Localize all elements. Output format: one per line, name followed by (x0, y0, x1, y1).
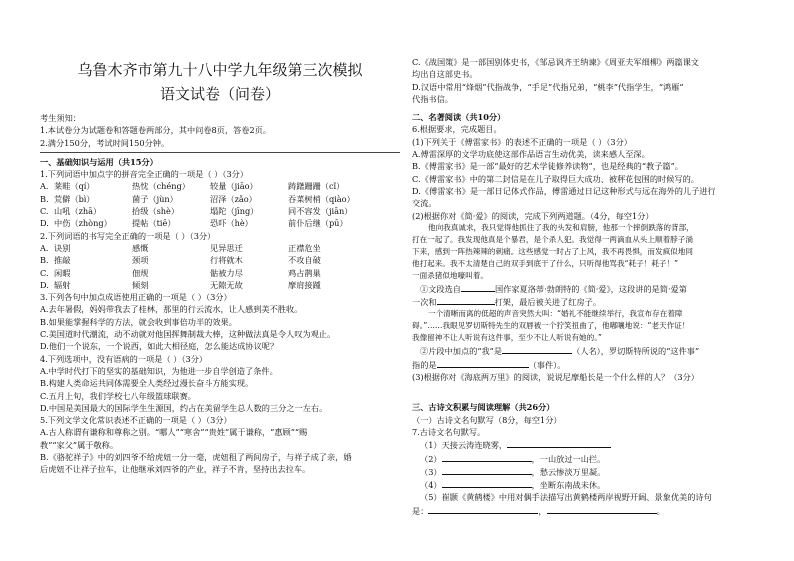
option-word: 较量（jiāo） (210, 181, 258, 192)
poem-line-5-prefix: 是： (412, 505, 429, 516)
option-word: 荒僻（bì） (54, 193, 95, 204)
option-word: 不攻自破 (288, 255, 321, 266)
option-word: 菌子（jùn） (132, 193, 178, 204)
option-word: 辐射 (54, 279, 71, 290)
q2-stem: 2.下列词语的书写完全正确的一项是（ ）（3分） (40, 230, 216, 241)
passage-line: 下来，感到一阵热辣辣的刺痛。这些感觉一时占了上风，我不再畏惧，而发疯似地同 (412, 246, 693, 256)
q5-option-b-cont: 后虎妞不让祥子拉车，让他继承刘四爷的产业，祥子不肯，坚持出去拉车。 (40, 464, 311, 475)
option-word: 提帖（tiē） (132, 218, 176, 229)
answer-blank[interactable] (437, 358, 529, 368)
poem-line-suffix: ，一山放过一山拦。 (531, 453, 606, 464)
option-word: 见异思迁 (210, 242, 243, 253)
passage-line: 我像留神不让人听说有这件事，至少不让人听说有她的。” (412, 333, 602, 343)
option-word: 诀别 (54, 242, 71, 253)
q6-sub1-c: C.《傅雷家书》中的第二封信是在儿子取得巨大成功、被秤花包围的时候写的。 (412, 173, 699, 184)
blank-1-prefix: ①文段选自 (420, 283, 461, 294)
option-word: 吞菜树梢（qiào） (288, 193, 355, 204)
answer-blank[interactable] (442, 452, 532, 462)
q6-stem: 6.根据要求，完成题目。 (412, 124, 502, 135)
option-word: 颈项 (132, 255, 149, 266)
q2-option-row (40, 254, 400, 266)
q1-option-row (40, 193, 400, 205)
poem-line-4 (412, 478, 768, 491)
option-word: 推敲 (54, 255, 71, 266)
option-word: 同不容发（jiān） (288, 206, 353, 217)
poem-line-suffix: ，愁云惨淡万里凝。 (531, 466, 606, 477)
answer-blank[interactable] (428, 504, 538, 514)
blank-1-line (412, 282, 768, 295)
q7-stem: 7.古诗文名句默写。 (412, 426, 486, 437)
poem-line-suffix: ，坐断东南战未休。 (531, 480, 606, 491)
q3-stem: 3.下列各句中加点成语使用正确的一项是（ ）（3分） (40, 292, 232, 303)
q3-option-a: A.去年暑假，妈妈带我去了桂林，那里的行云流水，让人感到美不胜收。 (40, 304, 303, 315)
option-word: 骷被力尽 (210, 267, 243, 278)
q3-option-d: D.他们一个说东，一个说西，如此大相径庭，怎么能达成协议呢？ (40, 341, 279, 352)
option-word: 行将就木 (210, 255, 243, 266)
passage-line: 一面杀猪似地嚎叫着。 (412, 270, 488, 280)
option-word: 闲暇 (54, 267, 71, 278)
q3-option-c: C.美国道时代潮流，动不动就对他国挥舞制裁大棒，这种做法真是令人叹为观止。 (40, 329, 336, 340)
note-1: 1.本试卷分为试题卷和答题卷两部分，其中问卷8页，答卷2页。 (40, 125, 272, 136)
option-letter: A. (40, 181, 49, 192)
passage-line: 他打起来。我不太清楚自己的双手到底干了什么，只听得他骂我“耗子！耗子！” (412, 258, 679, 268)
q5-option-b: B.《骆驼祥子》中的刘四爷不给虎妞一分一毫，虎妞租了两间房子，与祥子成了亲，婚 (40, 452, 352, 463)
answer-blank[interactable] (461, 282, 495, 292)
q6-sub1-d-cont: 交流。 (412, 198, 437, 209)
answer-blank[interactable] (437, 295, 495, 305)
blank-1b-prefix: 一次和 (412, 297, 437, 308)
q1-options (40, 180, 400, 229)
q2-option-row (40, 267, 400, 279)
option-word: 拾级（shè） (132, 206, 180, 217)
option-word: 山吼（zhā） (54, 206, 102, 217)
poem-line-2 (412, 452, 768, 465)
option-word: 莱畦（qí） (54, 181, 95, 192)
q6-sub2: (2)根据你对《简·爱》的阅读，完成下列两道题。（4分，每空1分） (412, 210, 654, 221)
q1-option-row (40, 205, 400, 217)
passage-line: 碍。”……我眼见罗切斯特先生的双唇被一个狞笑扭曲了，他嘟嚷地说：“老天作证！ (412, 321, 690, 331)
blank-1-middle: 国作家夏洛蒂·勃朗特的《简·爱》，这段讲的是简·爱第 (494, 283, 687, 294)
note-2: 2.满分150分，考试时间150分钟。 (40, 137, 170, 148)
q5-option-a: A.古人称谓有谦称和尊称之别。“哪人”“寒舍”“贵姓”属于谦称，“惠顾”“赐 (40, 427, 308, 438)
option-letter: A. (40, 242, 49, 253)
q2-option-row (40, 242, 400, 254)
left-column (40, 0, 400, 476)
exam-title: 乌鲁木齐市第九十八中学九年级第三次模拟 (77, 61, 363, 79)
q5-option-c: C.《战国策》是一部国别体史书，《邹忌讽齐王纳谏》《周亚夫军细柳》两篇课文 (412, 57, 699, 67)
section-3-sub: （一）古诗文名句默写（8分，每空1分） (412, 414, 562, 425)
poem-line-prefix: （4） (420, 480, 442, 491)
q6-sub3: (3)根据你对《海底两万里》的阅读，说说尼摩船长是一个什么样的人？（3分） (412, 372, 699, 383)
option-letter: B. (40, 193, 49, 204)
option-letter: D. (40, 279, 49, 290)
option-word: 感慨 (132, 242, 149, 253)
blank-2-line (412, 344, 768, 357)
q1-option-row (40, 180, 400, 192)
option-word: 中伤（zhòng） (54, 218, 112, 229)
answer-blank[interactable] (507, 438, 611, 448)
section-1-heading: 一、基础知识与运用（共15分） (40, 156, 158, 167)
poem-line-prefix: （3） (420, 466, 442, 477)
option-word: 热忱（chéng） (132, 181, 190, 192)
q5-option-a-cont: 教”“家父”属于敬称。 (40, 439, 119, 450)
option-word: 沼泽（zǎo） (210, 193, 257, 204)
option-letter: D. (40, 218, 49, 229)
answer-blank[interactable] (502, 344, 572, 354)
q1-option-row (40, 217, 400, 229)
passage-line: 他向我真诚求，我只觉得他抓住了我的头发和肩膀，他那一个摔倒跌落的背部， (428, 222, 694, 232)
option-word: 倾刻 (132, 279, 149, 290)
blank-2b-prefix: 指的是 (412, 359, 437, 370)
q5-option-d-cont: 代指书信。 (412, 93, 453, 104)
right-column (412, 0, 768, 517)
q6-sub1: (1)下列关于《傅雷家书》的表述不正确的一项是（ ）（3分） (412, 136, 632, 147)
option-word: 鸡占鹊巢 (288, 267, 321, 278)
q2-option-row (40, 279, 400, 291)
blank-2b-suffix: （事件）。 (528, 359, 566, 370)
q4-option-c: C.五月上旬，我们学校七八年级篮球联赛。 (40, 390, 196, 401)
passage-line: 一个清晰而离的低超的声音突然大叫：“婚礼不能继续举行，我宣布存在着障 (428, 309, 683, 319)
q6-sub1-a: A.傅雷深厚的文学功底使这部作品语言生动优美，读来感人至深。 (412, 149, 650, 160)
q5-stem: 5.下列文学文化常识表述不正确的一项是（ ）（3分） (40, 415, 232, 426)
blank-2-prefix: ②片段中加点的“我”是 (420, 346, 503, 357)
q4-option-b: B.构建人类命运共同体需要全人类经过漫长奋斗方能实现。 (40, 378, 254, 389)
q4-option-a: A.中学时代打下的坚实的基础知识，为他进一步自学创造了条件。 (40, 365, 278, 376)
answer-blank[interactable] (547, 504, 657, 514)
option-word: 踌躇跚跚（cǐ） (288, 181, 345, 192)
option-word: 正襟危坐 (288, 242, 321, 253)
blank-1b-suffix: 打架，最后被关进了红房子。 (494, 297, 602, 308)
q2-options (40, 242, 400, 291)
poem-line-prefix: （1）天接云涛连晓雾， (420, 440, 508, 451)
option-word: 佃规 (132, 267, 149, 278)
exam-subtitle: 语文试卷（问卷） (159, 85, 280, 103)
option-letter: B. (40, 255, 49, 266)
answer-blank[interactable] (442, 478, 532, 488)
option-letter: C. (40, 267, 49, 278)
passage-line: 打在一起了。我发现他真是个暴君，是个杀人犯。我觉得一两滴血从头上顺着脖子淌 (412, 234, 693, 244)
poem-line-3 (412, 465, 768, 478)
q1-stem: 1.下列词语中加点字的拼音完全正确的一项是（ ）（3分） (40, 169, 249, 180)
poem-line-5: （5）崔颢《黄鹤楼》中用对偶手法描写出黄鹤楼两岸视野开阔、景象优美的诗句 (420, 492, 712, 503)
option-word: 恐吓（hè） (210, 218, 253, 229)
notes-heading: 考生须知： (40, 113, 81, 123)
q4-option-d: D.中国是美国最大的国际学生生源国，约占在美留学生总人数的三分之一左右。 (40, 402, 328, 413)
section-2-heading: 二、名著阅读（共10分） (412, 112, 506, 123)
poem-line-1 (412, 438, 768, 451)
blank-2-middle: （人名），罗切斯特所说的“这件事” (572, 346, 700, 357)
section-3-heading: 三、古诗文积累与阅读理解（共26分） (412, 402, 555, 413)
poem-line-prefix: （2） (420, 453, 442, 464)
option-word: 摩肩接踵 (288, 279, 321, 290)
q3-option-b: B.如果能掌握科学的方法，就会收到事倍功半的效果。 (40, 316, 237, 327)
option-word: 塌陀（jīng） (210, 206, 259, 217)
blank-2b-line (412, 358, 768, 371)
poem-line-5-cont: 是： ， 。 (412, 505, 665, 516)
q4-stem: 4.下列选项中，没有语病的一项是（ ）（3分） (40, 353, 208, 364)
option-letter: C. (40, 206, 49, 217)
answer-blank[interactable] (442, 465, 532, 475)
q6-sub1-b: B.《傅雷家书》是一部“最好的艺术学徒修养读物”，也是经典的“教子篇”。 (412, 161, 683, 172)
blank-1b-line (412, 295, 768, 308)
q5-option-c-cont: 均出自这部史书。 (412, 69, 478, 80)
option-word: 前仆后继（pū） (288, 218, 348, 229)
option-word: 无隙无故 (210, 279, 243, 290)
q5-option-d: D.汉语中常用“烽烟”代指战争，“手足”代指兄弟，“桃李”代指学生，“鸿雁” (412, 81, 684, 92)
q6-sub1-d: D.《傅雷家书》是一部日记体式作品，傅雷通过日记这种形式与远在海外的儿子进行 (412, 185, 716, 196)
